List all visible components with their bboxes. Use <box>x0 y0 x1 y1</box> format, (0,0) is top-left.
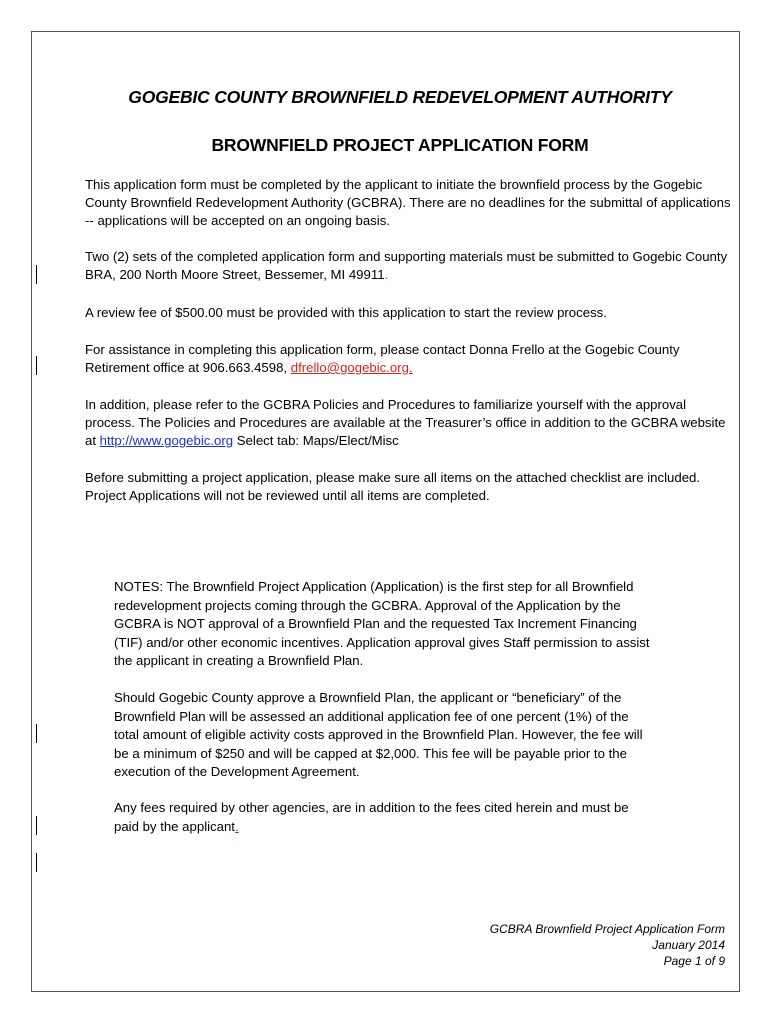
submission-text: Two (2) sets of the completed application form and supporting materials must be submitted to Gogebic County BRA, 200 North Moore Street, Bessemer, MI 49911 <box>85 249 728 282</box>
footer-page-number: Page 1 of 9 <box>663 954 725 968</box>
page-footer <box>490 921 725 969</box>
submission-paragraph <box>85 248 735 284</box>
change-bar <box>36 853 37 872</box>
policies-text: In addition, please refer to the GCBRA Policies and Procedures to familiarize yourself with the approval process. The Policies and Procedures are available at the Treasurer’s office in addition to the GCBRA website at <box>85 397 726 448</box>
form-title: BROWNFIELD PROJECT APPLICATION FORM <box>211 135 589 155</box>
change-bar <box>36 724 37 743</box>
policies-tab-text: Select tab: Maps/Elect/Misc <box>233 433 399 448</box>
checklist-paragraph: Before submitting a project application, please make sure all items on the attached checklist are included. Project Applications will not be reviewed until all items are completed. <box>85 470 701 503</box>
policies-paragraph <box>85 396 735 450</box>
assistance-paragraph <box>85 341 735 377</box>
change-bar <box>36 816 37 835</box>
footer-date: January 2014 <box>652 938 725 952</box>
review-fee-paragraph: A review fee of $500.00 must be provided with this application to start the review process. <box>85 305 607 320</box>
revision-mark: . <box>384 267 389 282</box>
other-fees-text: Any fees required by other agencies, are in addition to the fees cited herein and must be paid by the applicant <box>114 800 629 834</box>
change-bar <box>36 265 37 284</box>
contact-email-link[interactable]: dfrello@gogebic.org. <box>290 360 413 375</box>
plan-fee-paragraph: Should Gogebic County approve a Brownfield Plan, the applicant or “beneficiary” of the Brownfield Plan will be assessed an additional application fee of one percent (1%) of the total amount of eligible activity costs approved in the Brownfield Plan. However, the fee will be a minimum of $250 and will be capped at $2,000. This fee will be payable prior to the execution of the Development Agreement. <box>114 690 643 780</box>
footer-form-name: GCBRA Brownfield Project Application Form <box>489 922 725 936</box>
revision-mark: . <box>234 818 239 834</box>
notes-paragraph: NOTES: The Brownfield Project Application (Application) is the first step for all Brownfield redevelopment projects coming through the GCBRA. Approval of the Application by the GCBRA is NOT approval of a Brownfield Plan and the requested Tax Increment Financing (TIF) and/or other economic incentives. Application approval gives Staff permission to assist the applicant in creating a Brownfield Plan. <box>114 579 650 669</box>
other-fees-paragraph <box>114 799 654 836</box>
organization-title: GOGEBIC COUNTY BROWNFIELD REDEVELOPMENT AUTHORITY <box>128 87 672 107</box>
change-bar <box>36 356 37 375</box>
website-link[interactable]: http://www.gogebic.org <box>99 433 234 448</box>
assistance-text: For assistance in completing this application form, please contact Donna Frello at the Gogebic County Retirement office at 906.663.4598, <box>85 342 680 375</box>
intro-paragraph: This application form must be completed by the applicant to initiate the brownfield process by the Gogebic County Brownfield Redevelopment Authority (GCBRA). There are no deadlines for the submittal of applications -- applications will be accepted on an ongoing basis. <box>85 177 731 228</box>
